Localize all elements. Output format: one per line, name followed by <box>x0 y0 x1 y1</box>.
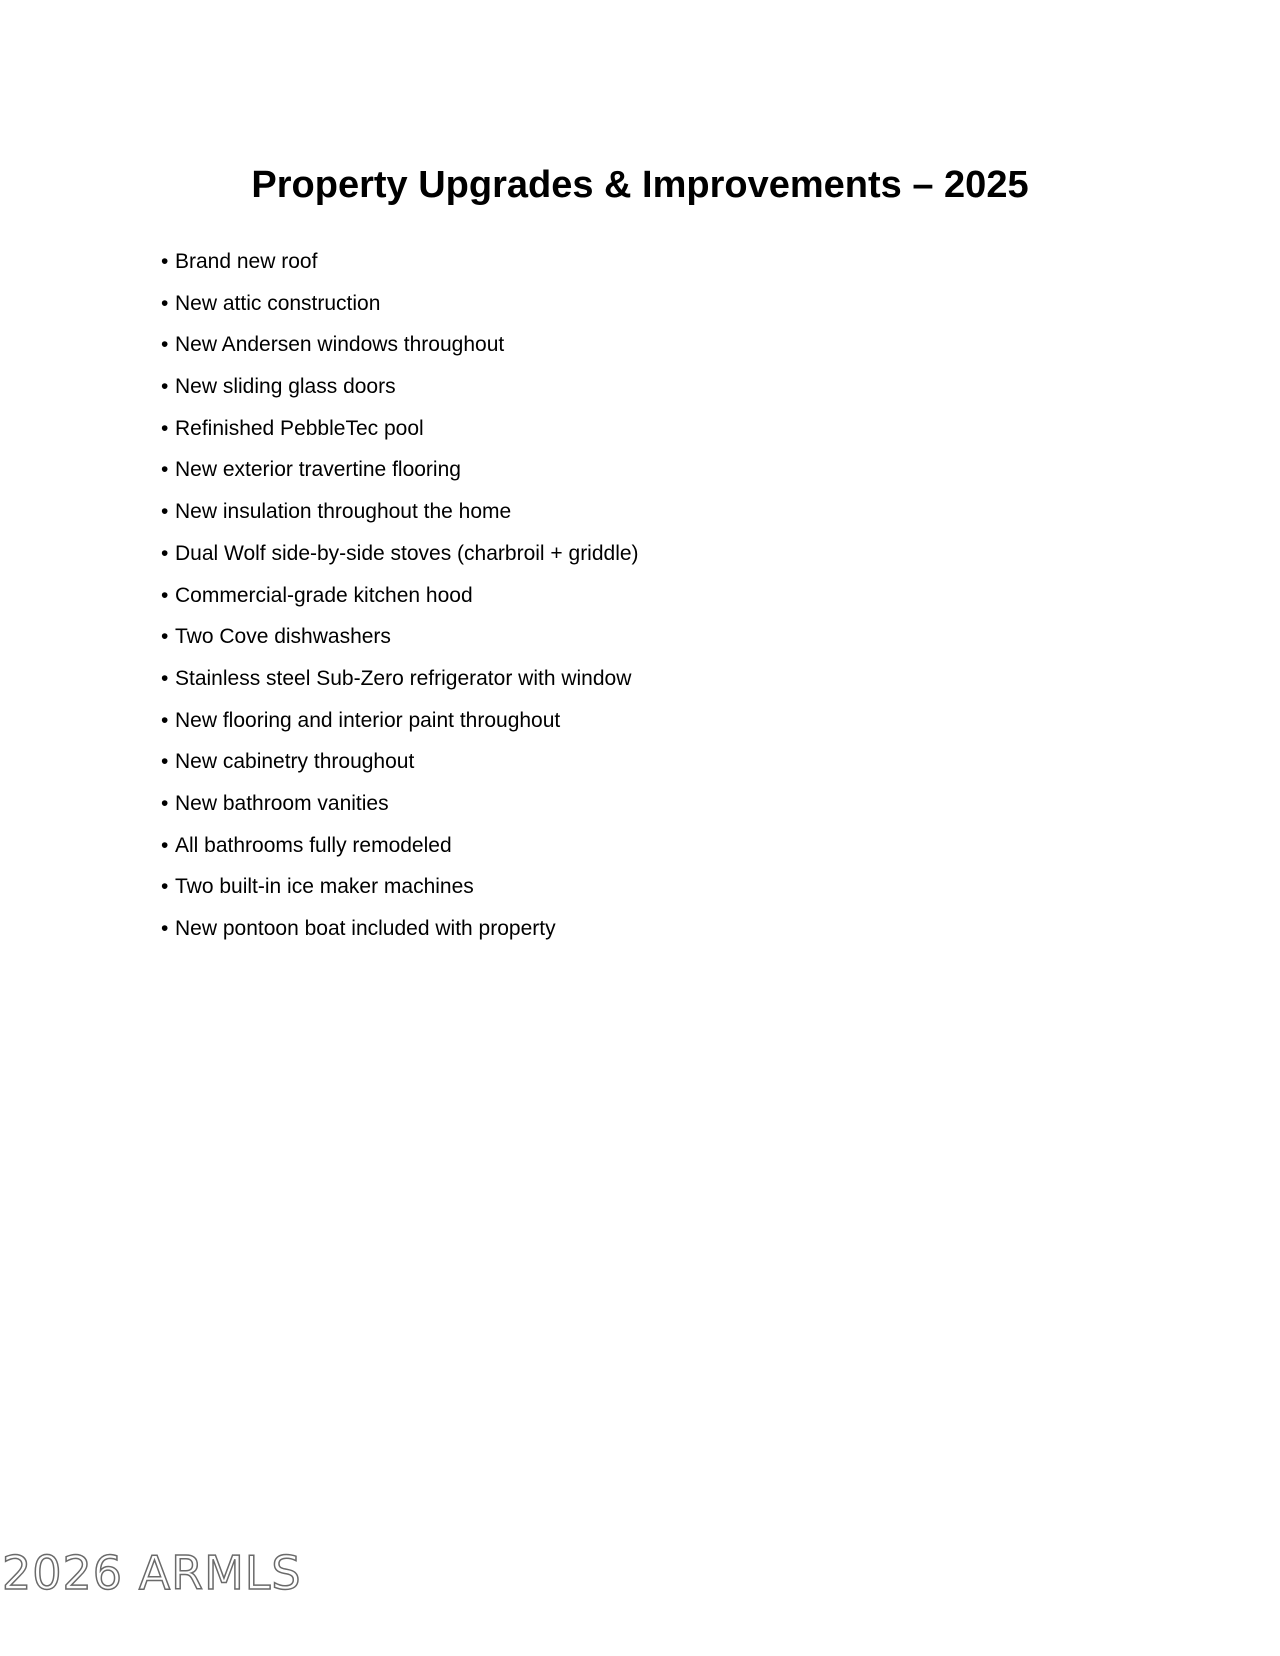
list-item <box>161 366 639 408</box>
list-item <box>161 741 639 783</box>
list-item-text: New cabinetry throughout <box>175 750 415 774</box>
list-item-text: New bathroom vanities <box>175 791 389 815</box>
list-item <box>161 866 639 908</box>
list-item <box>161 283 639 325</box>
upgrade-list <box>161 241 639 950</box>
bullet-icon: • <box>161 708 169 732</box>
list-item <box>161 575 639 617</box>
list-item <box>161 241 639 283</box>
list-item-text: Two Cove dishwashers <box>175 625 391 649</box>
bullet-icon: • <box>161 541 169 565</box>
page-title: Property Upgrades & Improvements – 2025 <box>251 164 1029 206</box>
list-item <box>161 700 639 742</box>
bullet-icon: • <box>161 333 169 357</box>
list-item <box>161 825 639 867</box>
list-item-text: New sliding glass doors <box>175 375 396 399</box>
list-item-text: New Andersen windows throughout <box>175 333 505 357</box>
list-item-text: Commercial-grade kitchen hood <box>175 583 473 607</box>
list-item <box>161 408 639 450</box>
bullet-icon: • <box>161 875 169 899</box>
list-item-text: Two built-in ice maker machines <box>175 875 474 899</box>
bullet-icon: • <box>161 375 169 399</box>
bullet-icon: • <box>161 625 169 649</box>
bullet-icon: • <box>161 500 169 524</box>
bullet-icon: • <box>161 666 169 690</box>
list-item-text: Refinished PebbleTec pool <box>175 416 424 440</box>
list-item <box>161 324 639 366</box>
bullet-icon: • <box>161 583 169 607</box>
list-item <box>161 491 639 533</box>
bullet-icon: • <box>161 416 169 440</box>
list-item-text: Brand new roof <box>175 250 318 273</box>
list-item <box>161 783 639 825</box>
bullet-icon: • <box>161 917 169 940</box>
list-item <box>161 449 639 491</box>
bullet-icon: • <box>161 750 169 774</box>
list-item-text: New attic construction <box>175 291 381 315</box>
list-item <box>161 533 639 575</box>
list-item-text: New pontoon boat included with property <box>175 917 556 940</box>
list-item <box>161 908 639 950</box>
watermark: 2026 ARMLS <box>2 1546 302 1600</box>
list-item <box>161 616 639 658</box>
bullet-icon: • <box>161 291 169 315</box>
list-item-text: Dual Wolf side-by-side stoves (charbroil + griddle) <box>175 541 639 565</box>
bullet-icon: • <box>161 833 169 857</box>
bullet-icon: • <box>161 458 169 482</box>
list-item-text: All bathrooms fully remodeled <box>175 833 452 857</box>
list-item-text: New exterior travertine flooring <box>175 458 461 482</box>
list-item-text: Stainless steel Sub-Zero refrigerator with window <box>175 666 632 690</box>
list-item-text: New insulation throughout the home <box>175 500 512 524</box>
list-item-text: New flooring and interior paint throughout <box>175 708 561 732</box>
bullet-icon: • <box>161 791 169 815</box>
list-item <box>161 658 639 700</box>
bullet-icon: • <box>161 250 169 273</box>
